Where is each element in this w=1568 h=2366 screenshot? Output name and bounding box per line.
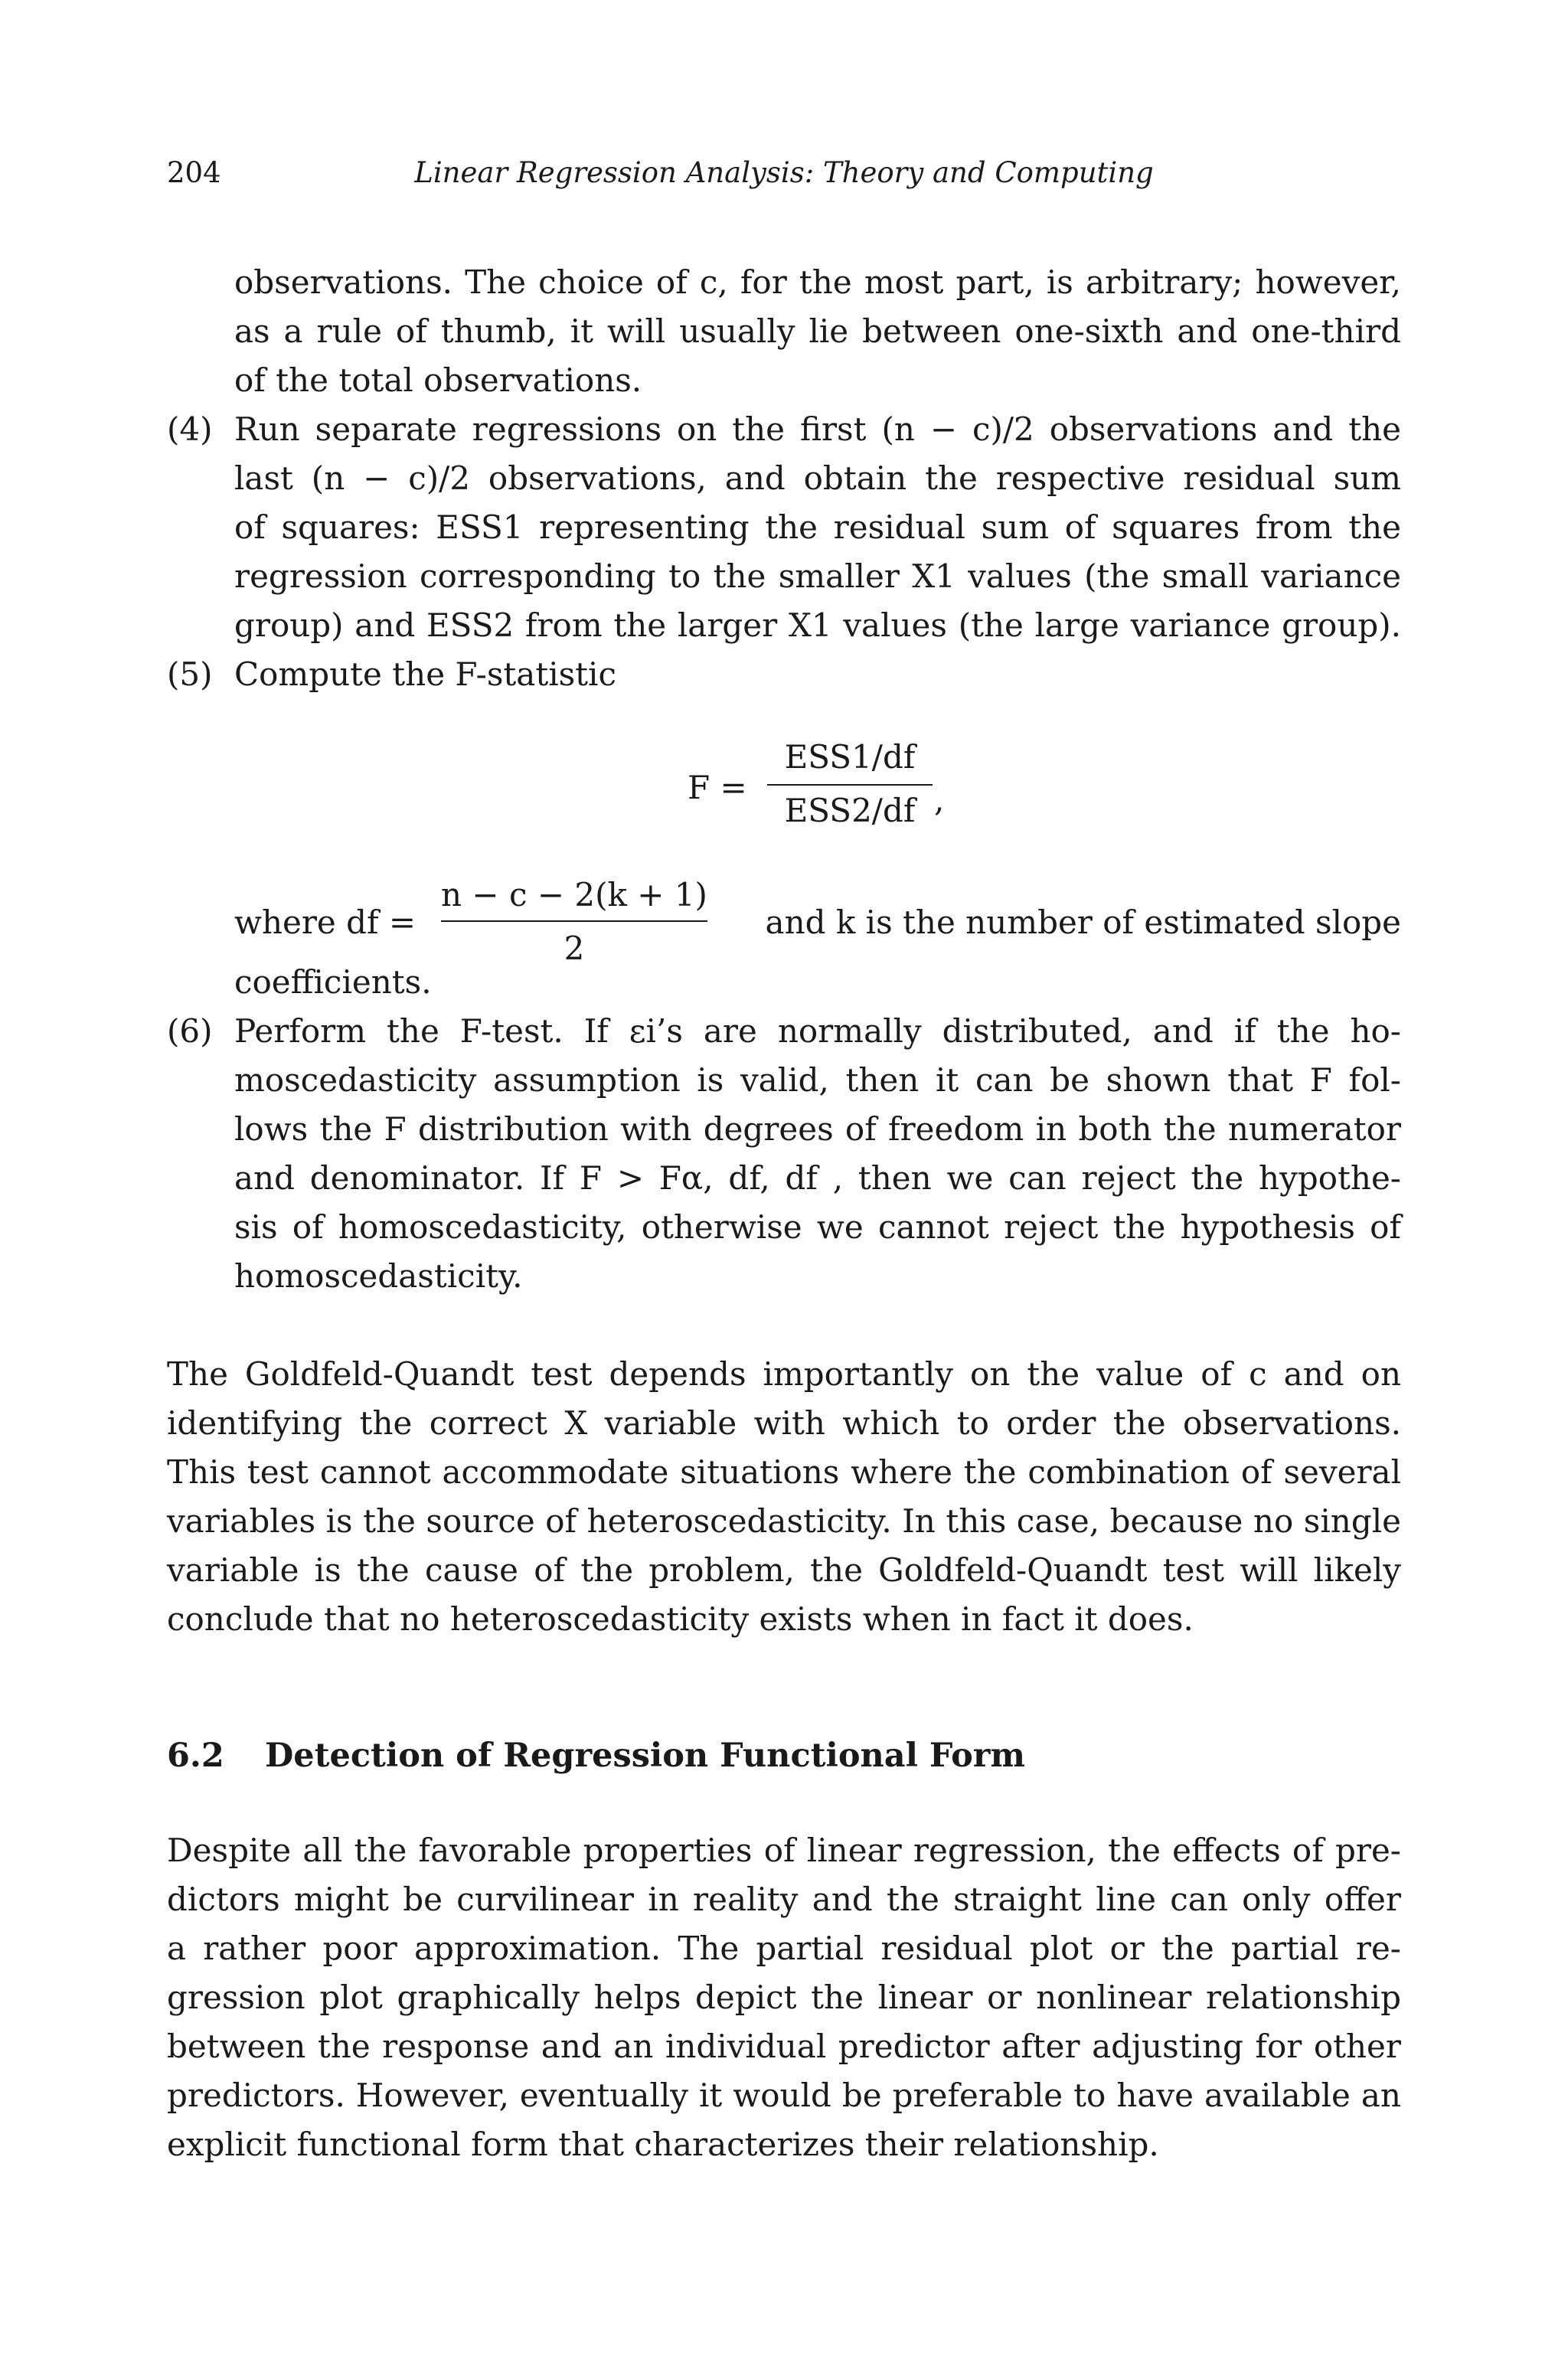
text-line: sis of homoscedasticity, otherwise we cannot reject the hypothesis of bbox=[234, 1208, 1401, 1246]
text-line: This test cannot accommodate situations where the combination of several bbox=[167, 1453, 1401, 1491]
text-line: conclude that no heteroscedasticity exists when in fact it does. bbox=[167, 1600, 1194, 1638]
text-line: and k is the number of estimated slope bbox=[765, 904, 1401, 941]
text-line: as a rule of thumb, it will usually lie between one-sixth and one-third bbox=[234, 312, 1401, 350]
text-line: a rather poor approximation. The partial residual plot or the partial re- bbox=[167, 1930, 1401, 1967]
text-line: Run separate regressions on the first (n − c)/2 observations and the bbox=[234, 410, 1401, 448]
running-title: Linear Regression Analysis: Theory and Computing bbox=[414, 156, 1154, 189]
page-number: 204 bbox=[167, 156, 221, 189]
text-line: moscedasticity assumption is valid, then it can be shown that F fol- bbox=[234, 1061, 1401, 1099]
text-line: of the total observations. bbox=[234, 361, 642, 399]
text-line: Compute the F-statistic bbox=[234, 655, 617, 693]
text-line: predictors. However, eventually it would be preferable to have available an bbox=[167, 2077, 1401, 2114]
text-line: gression plot graphically helps depict the linear or nonlinear relationship bbox=[167, 1979, 1401, 2016]
section-title: Detection of Regression Functional Form bbox=[265, 1737, 1025, 1775]
text-line: explicit functional form that characterizes their relationship. bbox=[167, 2126, 1159, 2163]
text-line: Despite all the favorable properties of linear regression, the effects of pre- bbox=[167, 1832, 1401, 1869]
text-line: homoscedasticity. bbox=[234, 1257, 523, 1295]
text-line: dictors might be curvilinear in reality and the straight line can only offer bbox=[167, 1881, 1401, 1918]
text-line: The Goldfeld-Quandt test depends importantly on the value of c and on bbox=[167, 1355, 1401, 1393]
list-item-number: (6) bbox=[167, 1012, 213, 1050]
text-line: identifying the correct X variable with which to order the observations. bbox=[167, 1404, 1401, 1442]
df-numerator: n − c − 2(k + 1) bbox=[441, 876, 707, 913]
text-line: between the response and an individual predictor after adjusting for other bbox=[167, 2028, 1401, 2065]
section-number: 6.2 bbox=[167, 1737, 224, 1775]
text-line: last (n − c)/2 observations, and obtain the respective residual sum bbox=[234, 459, 1401, 497]
page-header bbox=[167, 156, 1401, 202]
text-line: regression corresponding to the smaller X1 values (the small variance bbox=[234, 557, 1401, 595]
text-line: observations. The choice of c, for the most part, is arbitrary; however, bbox=[234, 263, 1401, 301]
text-line: coefficients. bbox=[234, 963, 432, 1001]
equation-lhs: F = bbox=[688, 769, 747, 806]
list-item-number: (4) bbox=[167, 410, 213, 448]
text-line: lows the F distribution with degrees of freedom in both the numerator bbox=[234, 1110, 1401, 1148]
fraction-bar bbox=[441, 920, 707, 922]
text-line: group) and ESS2 from the larger X1 values (the large variance group). bbox=[234, 606, 1401, 644]
text-line: variables is the source of heteroscedasticity. In this case, because no single bbox=[167, 1502, 1401, 1540]
list-item-number: (5) bbox=[167, 655, 213, 693]
df-denominator: 2 bbox=[564, 930, 585, 967]
text-line: variable is the cause of the problem, the Goldfeld-Quandt test will likely bbox=[167, 1551, 1401, 1589]
equation-denominator: ESS2/df bbox=[784, 792, 916, 829]
text-line: and denominator. If F > Fα, df, df , then we can reject the hypothe- bbox=[234, 1159, 1401, 1197]
text-line: Perform the F-test. If εi’s are normally distributed, and if the ho- bbox=[234, 1012, 1401, 1050]
fraction-bar bbox=[767, 784, 933, 786]
equation-numerator: ESS1/df bbox=[784, 738, 916, 776]
equation-trail: , bbox=[934, 781, 945, 819]
text-line: of squares: ESS1 representing the residual sum of squares from the bbox=[234, 508, 1401, 546]
where-prefix: where df = bbox=[234, 904, 416, 941]
